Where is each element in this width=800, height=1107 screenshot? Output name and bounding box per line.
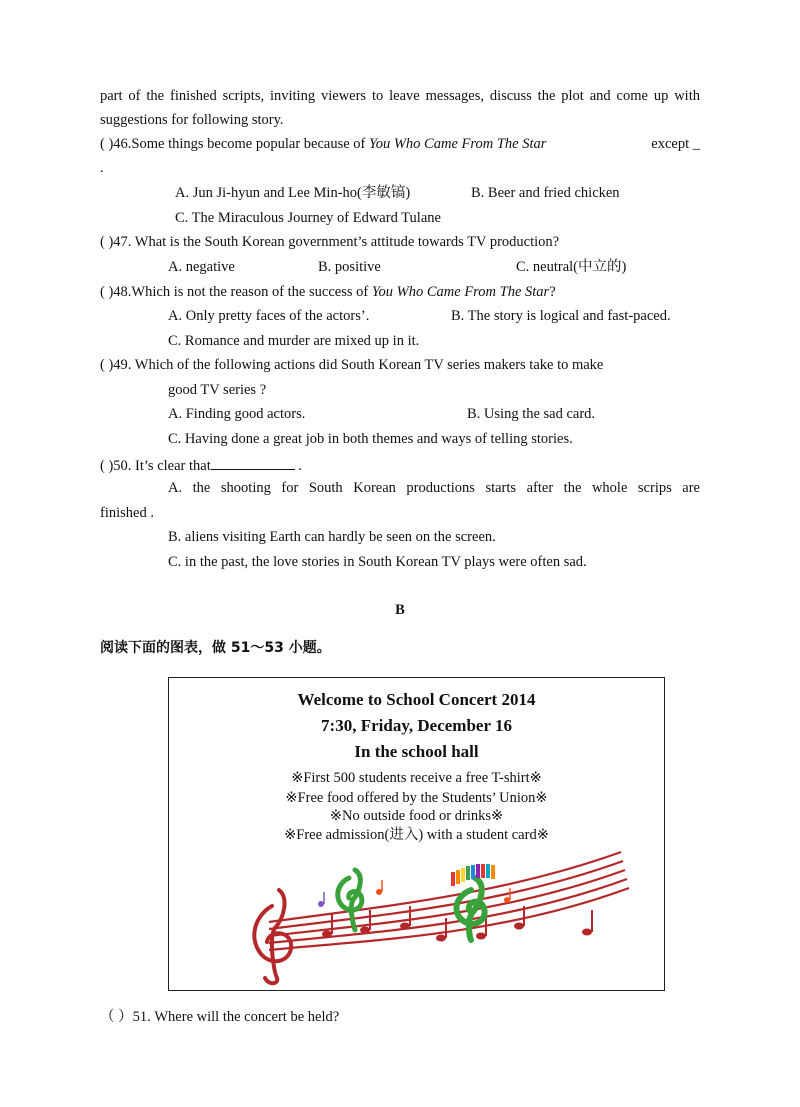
option-47-c: C. neutral(中立的) bbox=[516, 259, 627, 275]
option-49-c: C. Having done a great job in both themes and ways of telling stories. bbox=[168, 431, 573, 447]
option-50-a-continuation: finished . bbox=[100, 505, 154, 521]
question-46: ( )46.Some things become popular because of You Who Came From The Star except _ bbox=[100, 136, 700, 152]
option-46-a: A. Jun Ji-hyun and Lee Min-ho(李敏镐) bbox=[175, 185, 411, 201]
poster-title: Welcome to School Concert 2014 bbox=[297, 690, 536, 709]
option-48-b: B. The story is logical and fast-paced. bbox=[451, 308, 671, 324]
poster-note: ※No outside food or drinks※ bbox=[329, 808, 504, 824]
answer-paren: ( ) bbox=[100, 458, 114, 474]
question-49-continuation: good TV series ? bbox=[168, 382, 267, 398]
treble-clef-red-icon bbox=[254, 890, 291, 983]
question-47: ( )47. What is the South Korean government’s attitude towards TV production? bbox=[100, 234, 560, 250]
option-50-a: A. the shooting for South Korean productions starts after the whole scrips are bbox=[168, 480, 700, 496]
option-47-b: B. positive bbox=[318, 259, 381, 275]
intro-line-2: suggestions for following story. bbox=[100, 112, 284, 128]
answer-blank bbox=[211, 454, 295, 470]
answer-paren: ( ) bbox=[100, 284, 114, 300]
section-heading: B bbox=[395, 602, 405, 618]
option-49-a: A. Finding good actors. bbox=[168, 406, 306, 422]
drama-title: You Who Came From The Star bbox=[369, 136, 547, 152]
option-48-c: C. Romance and murder are mixed up in it. bbox=[168, 333, 420, 349]
poster-note: ※Free admission(进入) with a student card※ bbox=[284, 827, 549, 843]
option-47-a: A. negative bbox=[168, 259, 235, 275]
intro-line-1: part of the finished scripts, inviting viewers to leave messages, discuss the plot and come up with bbox=[100, 88, 700, 104]
option-50-b: B. aliens visiting Earth can hardly be seen on the screen. bbox=[168, 529, 496, 545]
poster-datetime: 7:30, Friday, December 16 bbox=[321, 716, 512, 735]
question-50: ( )50. It’s clear that . bbox=[100, 454, 302, 476]
question-number: 48. bbox=[113, 284, 132, 300]
question-48: ( )48.Which is not the reason of the success of You Who Came From The Star? bbox=[100, 284, 556, 300]
option-46-c: C. The Miraculous Journey of Edward Tulane bbox=[175, 210, 441, 226]
option-50-c: C. in the past, the love stories in South Korean TV plays were often sad. bbox=[168, 554, 587, 570]
question-49: ( )49. Which of the following actions did South Korean TV series makers take to make bbox=[100, 357, 604, 373]
option-48-a: A. Only pretty faces of the actors’. bbox=[168, 308, 370, 324]
question-46-continuation: . bbox=[100, 160, 104, 176]
music-staff-illustration bbox=[169, 678, 666, 992]
section-instruction: 阅读下面的图表，做 51～53 小题。 bbox=[100, 640, 331, 656]
question-number: 46. bbox=[113, 136, 132, 152]
answer-paren: ( ) bbox=[100, 357, 114, 373]
poster-note: ※Free food offered by the Students’ Union※ bbox=[285, 790, 548, 806]
answer-paren: ( ) bbox=[100, 136, 114, 152]
option-49-b: B. Using the sad card. bbox=[467, 406, 596, 422]
answer-paren: （ ） bbox=[100, 1009, 133, 1025]
question-51: （ ）51. Where will the concert be held? bbox=[100, 1009, 340, 1025]
concert-poster bbox=[168, 677, 665, 991]
answer-paren: ( ) bbox=[100, 234, 114, 250]
option-46-b: B. Beer and fried chicken bbox=[471, 185, 620, 201]
poster-venue: In the school hall bbox=[354, 742, 479, 761]
drama-title: You Who Came From The Star bbox=[371, 284, 550, 300]
poster-note: ※First 500 students receive a free T-shirt※ bbox=[291, 770, 542, 786]
piano-keys-icon bbox=[451, 864, 495, 886]
